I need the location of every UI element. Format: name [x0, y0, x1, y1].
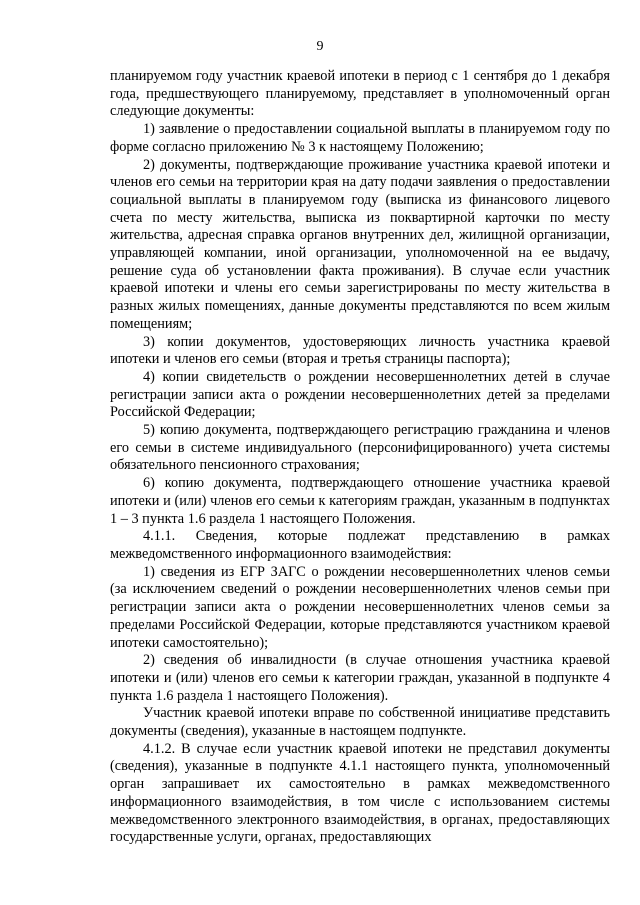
paragraph-subitem-1: 1) сведения из ЕГР ЗАГС о рождении несовершеннолетних членов семьи (за исключением сведений о рождении несовершеннолетних членов семьи при регистрации записи акта о рождении несовершеннолетних членов семьи за пределами Российской Федерации, которые представляются участником краевой ипотеки самостоятельно);	[110, 563, 610, 651]
document-body	[110, 68, 610, 847]
paragraph-initiative: Участник краевой ипотеки вправе по собственной инициативе представить документы (сведения), указанные в настоящем подпункте.	[110, 705, 610, 740]
paragraph-intro: планируемом году участник краевой ипотеки в период с 1 сентября до 1 декабря года, предшествующего планируемому, представляет в уполномоченный орган следующие документы:	[110, 68, 610, 120]
paragraph-item-6: 6) копию документа, подтверждающего отношение участника краевой ипотеки и (или) членов его семьи к категориям граждан, указанным в подпунктах 1 – 3 пункта 1.6 раздела 1 настоящего Положения.	[110, 475, 610, 527]
paragraph-item-4: 4) копии свидетельств о рождении несовершеннолетних детей в случае регистрации записи акта о рождении несовершеннолетних детей за пределами Российской Федерации;	[110, 368, 610, 421]
paragraph-section-4-1-1: 4.1.1. Сведения, которые подлежат представлению в рамках межведомственного информационного взаимодействия:	[110, 528, 610, 562]
paragraph-section-4-1-2: 4.1.2. В случае если участник краевой ипотеки не представил документы (сведения), указанные в подпункте 4.1.1 настоящего пункта, уполномоченный орган запрашивает их самостоятельно в рамках межведомственного информационного взаимодействия, в том числе с использованием системы межведомственного электронного взаимодействия, в органах, предоставляющих государственные услуги, органах, предоставляющих	[110, 740, 610, 846]
paragraph-item-2: 2) документы, подтверждающие проживание участника краевой ипотеки и членов его семьи на территории края на дату подачи заявления о предоставлении социальной выплаты в планируемом году (выписка из финансового лицевого счета по месту жительства, выписка из поквартирной карточки по месту жительства, адресная справка органов внутренних дел, жилищной организации, управляющей компании, иной организации, уполномоченной на ее выдачу, решение суда об установлении факта проживания). В случае если участник краевой ипотеки и члены его семьи зарегистрированы по месту жительства в разных жилых помещениях, данные документы представляются по всем жилым помещениям;	[110, 156, 610, 332]
paragraph-subitem-2: 2) сведения об инвалидности (в случае отношения участника краевой ипотеки и (или) членов его семьи к категории граждан, указанной в подпункте 4 пункта 1.6 раздела 1 настоящего Положения).	[110, 652, 610, 704]
page-number: 9	[316, 39, 324, 54]
paragraph-item-5: 5) копию документа, подтверждающего регистрацию гражданина и членов его семьи в системе индивидуального (персонифицированного) учета системы обязательного пенсионного страхования;	[110, 422, 610, 474]
paragraph-item-1: 1) заявление о предоставлении социальной выплаты в планируемом году по форме согласно приложению № 3 к настоящему Положению;	[110, 121, 610, 155]
paragraph-item-3: 3) копии документов, удостоверяющих личность участника краевой ипотеки и членов его семьи (вторая и третья страницы паспорта);	[110, 333, 610, 368]
